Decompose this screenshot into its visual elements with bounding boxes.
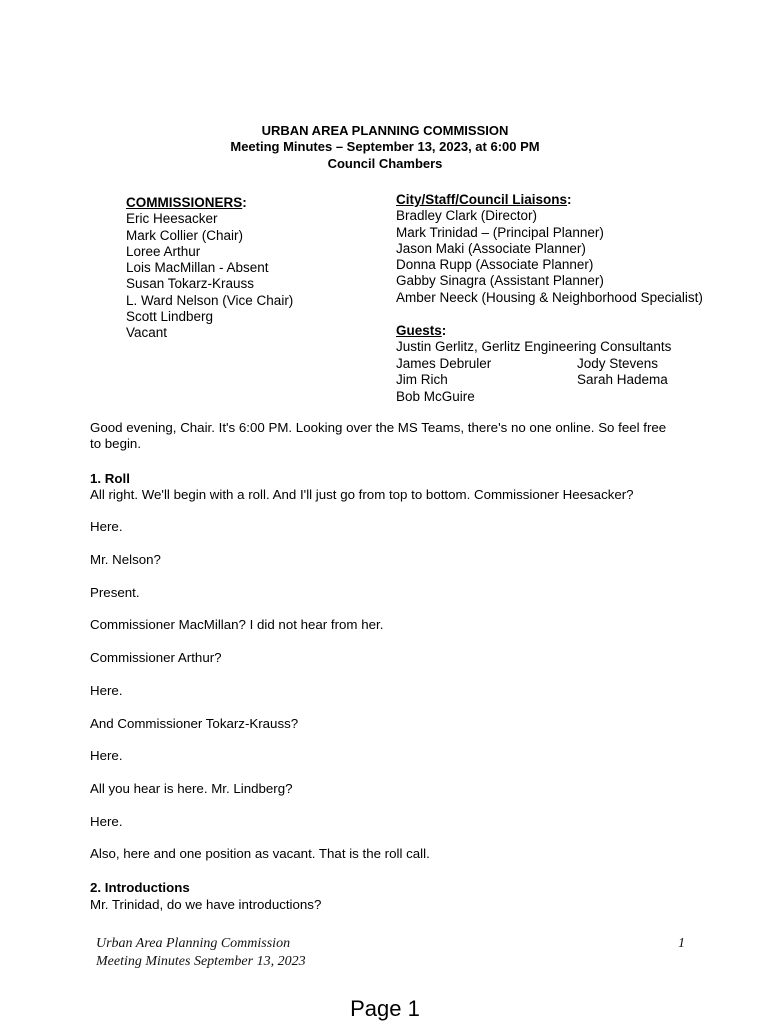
commissioner-item: Mark Collier (Chair) — [126, 227, 244, 243]
guests-heading: Guests: — [396, 323, 447, 338]
liaison-item: Amber Neeck (Housing & Neighborhood Specialist) — [396, 289, 703, 305]
commissioner-item: Scott Lindberg — [126, 309, 214, 325]
guest-item: Sarah Hadema — [577, 372, 668, 388]
liaison-item: Bradley Clark (Director) — [396, 208, 538, 224]
meeting-subtitle: Meeting Minutes – September 13, 2023, at 6:00 PM — [230, 139, 540, 154]
paragraph: Mr. Trinidad, do we have introductions? — [90, 897, 322, 912]
guest-item: James Debruler — [396, 356, 492, 371]
liaison-item: Gabby Sinagra (Assistant Planner) — [396, 273, 604, 289]
liaison-item: Jason Maki (Associate Planner) — [396, 240, 586, 256]
paragraph: Also, here and one position as vacant. That is the roll call. — [90, 846, 430, 861]
paragraph: Here. — [90, 683, 123, 698]
guest-item: Justin Gerlitz, Gerlitz Engineering Consultants — [396, 339, 672, 355]
liaison-item: Mark Trinidad – (Principal Planner) — [396, 224, 604, 240]
commissioner-item: Eric Heesacker — [126, 211, 218, 227]
page-label: Page 1 — [350, 996, 420, 1021]
document-title: URBAN AREA PLANNING COMMISSION — [261, 123, 509, 138]
footer-title: Urban Area Planning Commission — [96, 936, 291, 951]
minutes-body — [90, 0, 710, 1024]
paragraph: Commissioner Arthur? — [90, 650, 222, 665]
paragraph: Here. — [90, 814, 123, 829]
liaisons-heading: City/Staff/Council Liaisons: — [396, 192, 572, 207]
paragraph: Here. — [90, 748, 123, 763]
section-heading-introductions: 2. Introductions — [90, 880, 190, 895]
commissioner-item: Susan Tokarz-Krauss — [126, 276, 255, 292]
footer-date: Meeting Minutes September 13, 2023 — [96, 954, 306, 969]
paragraph: Commissioner MacMillan? I did not hear from her. — [90, 617, 384, 632]
guest-item: Jim Rich — [396, 372, 448, 388]
section-heading-roll: 1. Roll — [90, 471, 130, 486]
paragraph: All you hear is here. Mr. Lindberg? — [90, 781, 293, 796]
paragraph: Mr. Nelson? — [90, 552, 161, 567]
commissioner-item: Vacant — [126, 325, 168, 341]
paragraph: All right. We'll begin with a roll. And I'll just go from top to bottom. Commissioner Heesacker? — [90, 487, 634, 502]
commissioner-item: Loree Arthur — [126, 243, 201, 259]
guest-item: Bob McGuire — [396, 388, 475, 404]
paragraph: Here. — [90, 519, 123, 534]
footer-page-number: 1 — [678, 936, 685, 951]
intro-paragraph: Good evening, Chair. It's 6:00 PM. Looking over the MS Teams, there's no one online. So feel free to begin. — [90, 420, 667, 452]
commissioners-heading: COMMISSIONERS: — [126, 195, 247, 210]
meeting-location: Council Chambers — [327, 156, 443, 171]
commissioner-item: Lois MacMillan - Absent — [126, 260, 269, 276]
guest-item: Jody Stevens — [577, 356, 659, 371]
commissioner-item: L. Ward Nelson (Vice Chair) — [126, 292, 294, 308]
liaison-item: Donna Rupp (Associate Planner) — [396, 257, 594, 273]
paragraph: Present. — [90, 585, 140, 600]
paragraph: And Commissioner Tokarz-Krauss? — [90, 716, 299, 731]
